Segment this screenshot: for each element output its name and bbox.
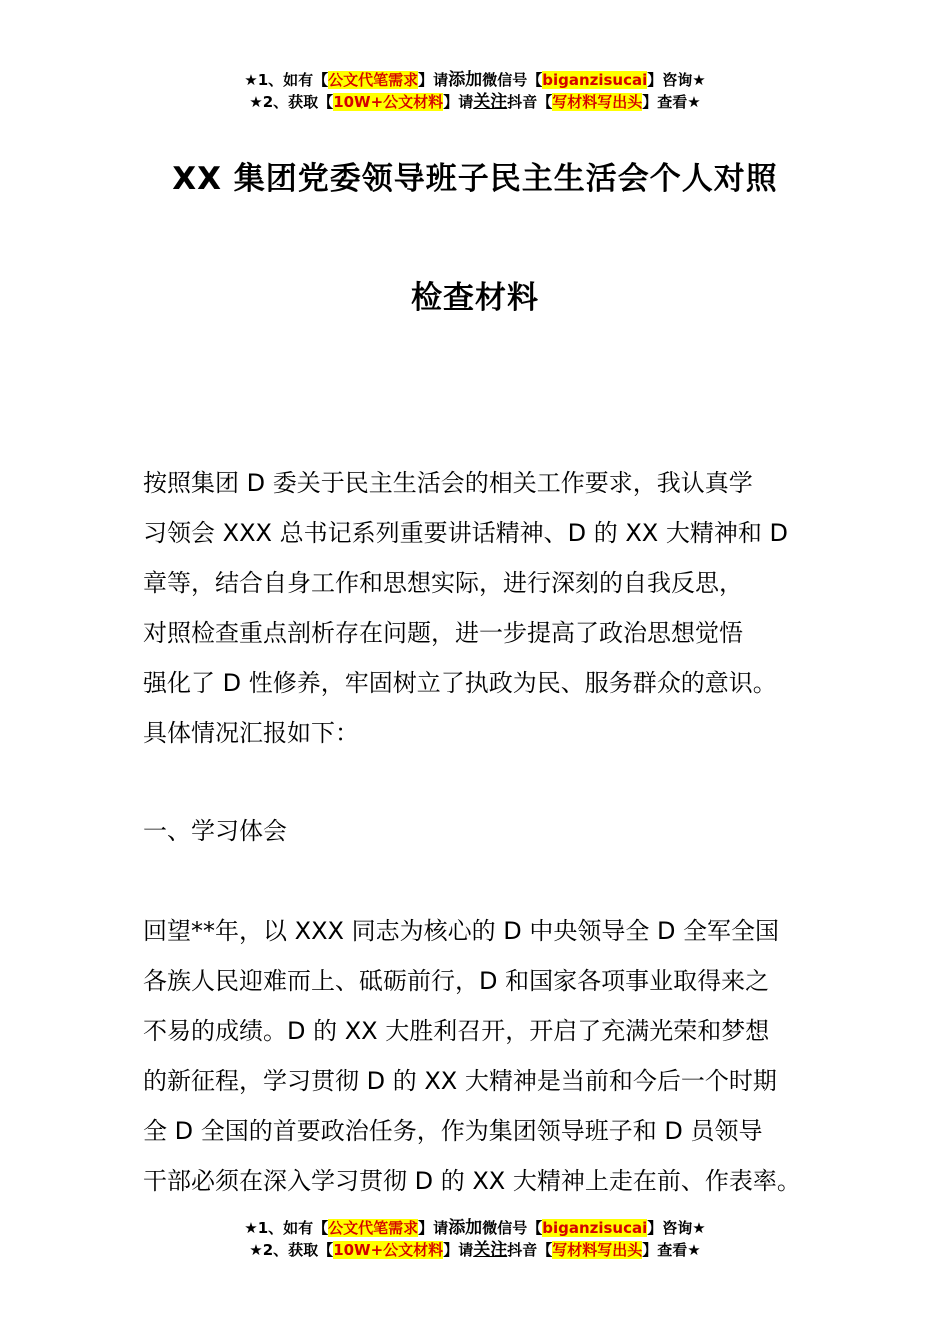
text-line: 干部必须在深入学习贯彻 D 的 XX 大精神上走在前、作表率。 [143, 1167, 801, 1195]
promo-text: 】请 [443, 1241, 474, 1259]
top-promo-banner [0, 69, 950, 113]
promo-line-1 [0, 1217, 950, 1239]
text-line: 按照集团 D 委关于民主生活会的相关工作要求，我认真学 [143, 469, 753, 497]
text-line: 强化了 D 性修养，牢固树立了执政为民、服务群众的意识。 [143, 669, 777, 697]
promo-highlight: 10W+公文材料 [333, 1241, 444, 1259]
promo-highlight: biganzisucai [542, 1219, 648, 1237]
promo-text: 】咨询★ [647, 1219, 706, 1237]
promo-highlight: 10W+公文材料 [333, 93, 444, 111]
text-line: 具体情况汇报如下： [143, 719, 359, 747]
document-title-line-2: 检查材料 [411, 280, 539, 316]
promo-text: ★1、如有【 [244, 71, 329, 89]
promo-highlight: 写材料写出头 [552, 1241, 643, 1259]
promo-line-1 [0, 69, 950, 91]
promo-highlight: 公文代笔需求 [328, 71, 419, 89]
body-paragraph [143, 906, 823, 1206]
promo-text: ★2、获取【 [249, 1241, 334, 1259]
promo-text: 微信号【 [482, 71, 543, 89]
text-line: 的新征程，学习贯彻 D 的 XX 大精神是当前和今后一个时期 [143, 1067, 777, 1095]
section-heading: 一、学习体会 [143, 817, 287, 845]
bottom-promo-banner [0, 1217, 950, 1261]
promo-emphasis: 添加 [448, 1218, 483, 1238]
promo-text: 抖音【 [507, 93, 553, 111]
text-line: 习领会 XXX 总书记系列重要讲话精神、D 的 XX 大精神和 D [143, 519, 788, 547]
text-line: 回望**年，以 XXX 同志为核心的 D 中央领导全 D 全军全国 [143, 917, 780, 945]
promo-line-2 [0, 1239, 950, 1261]
promo-text: 】咨询★ [647, 71, 706, 89]
text-line: 章等，结合自身工作和思想实际，进行深刻的自我反思， [143, 569, 743, 597]
promo-highlight: biganzisucai [542, 71, 648, 89]
promo-text: ★2、获取【 [249, 93, 334, 111]
text-line: 不易的成绩。D 的 XX 大胜利召开，开启了充满光荣和梦想 [143, 1017, 770, 1045]
promo-text: ★1、如有【 [244, 1219, 329, 1237]
promo-text: 抖音【 [507, 1241, 553, 1259]
promo-text: 微信号【 [482, 1219, 543, 1237]
promo-highlight: 写材料写出头 [552, 93, 643, 111]
promo-text: 】请 [418, 1219, 449, 1237]
text-line: 对照检查重点剖析存在问题，进一步提高了政治思想觉悟 [143, 619, 743, 647]
promo-line-2 [0, 91, 950, 113]
intro-paragraph [143, 458, 823, 758]
promo-highlight: 公文代笔需求 [328, 1219, 419, 1237]
text-line: 各族人民迎难而上、砥砺前行，D 和国家各项事业取得来之 [143, 967, 770, 995]
promo-text: 】请 [418, 71, 449, 89]
promo-text: 】查看★ [642, 1241, 701, 1259]
promo-emphasis: 添加 [448, 70, 483, 90]
promo-emphasis: 关注 [473, 1240, 508, 1260]
text-line: 全 D 全国的首要政治任务，作为集团领导班子和 D 员领导 [143, 1117, 763, 1145]
promo-text: 】查看★ [642, 93, 701, 111]
promo-text: 】请 [443, 93, 474, 111]
document-title-line-1: XX 集团党委领导班子民主生活会个人对照 [172, 161, 778, 197]
promo-emphasis: 关注 [473, 92, 508, 112]
